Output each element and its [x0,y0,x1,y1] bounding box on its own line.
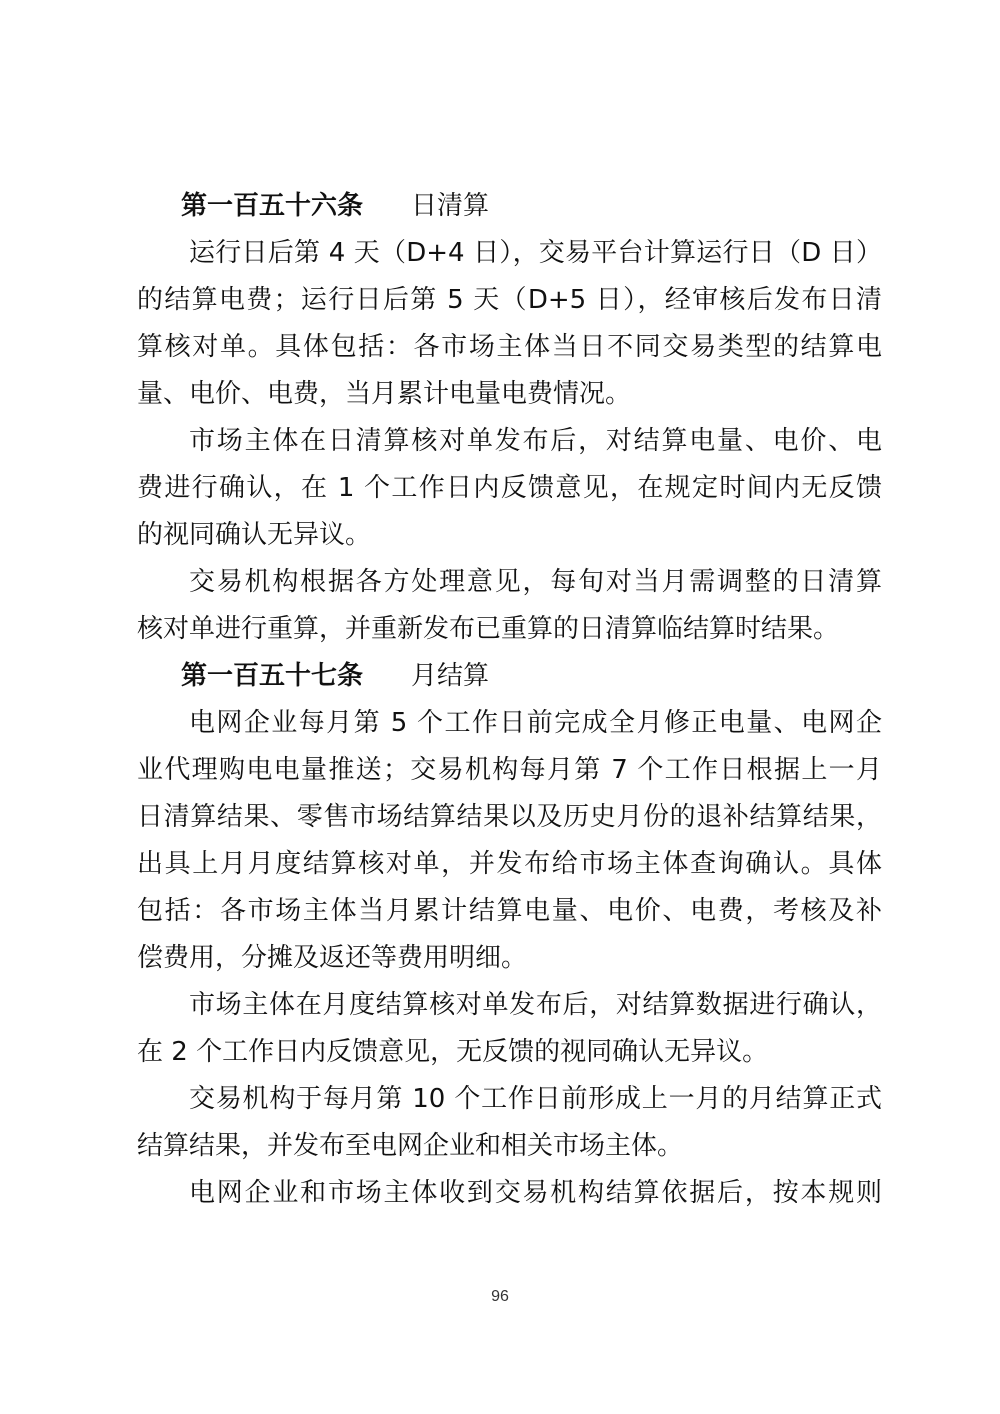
article-number: 第一百五十六条 [181,191,364,221]
text-line: 电网企业和市场主体收到交易机构结算依据后，按本规则 [189,1178,882,1208]
paragraph [137,982,882,1076]
text-line: 的视同确认无异议。 [137,520,372,550]
article-157-heading [137,653,882,700]
text-line: 在 2 个工作日内反馈意见，无反馈的视同确认无异议。 [137,1037,769,1067]
paragraph [137,418,882,559]
text-line: 运行日后第 4 天（D+4 日），交易平台计算运行日（D 日） [189,238,882,268]
paragraph [137,559,882,653]
paragraph [137,700,882,982]
text-line: 偿费用，分摊及返还等费用明细。 [137,943,528,973]
text-line: 日清算结果、零售市场结算结果以及历史月份的退补结算结果， [137,802,882,832]
text-line: 结算结果，并发布至电网企业和相关市场主体。 [137,1131,684,1161]
text-line: 费进行确认，在 1 个工作日内反馈意见，在规定时间内无反馈 [137,473,882,503]
article-title: 月结算 [411,661,490,691]
text-line: 交易机构根据各方处理意见，每旬对当月需调整的日清算 [189,567,882,597]
text-line: 算核对单。具体包括：各市场主体当日不同交易类型的结算电 [137,332,882,362]
text-line: 业代理购电电量推送；交易机构每月第 7 个工作日根据上一月 [137,755,882,785]
text-line: 交易机构于每月第 10 个工作日前形成上一月的月结算正式 [189,1084,882,1114]
paragraph [137,1076,882,1170]
text-line: 出具上月月度结算核对单，并发布给市场主体查询确认。具体 [137,849,882,879]
paragraph [137,1170,882,1217]
text-line: 市场主体在月度结算核对单发布后，对结算数据进行确认， [189,990,882,1020]
text-line: 的结算电费；运行日后第 5 天（D+5 日），经审核后发布日清 [137,285,882,315]
article-156-heading [137,183,882,230]
text-line: 电网企业每月第 5 个工作日前完成全月修正电量、电网企 [189,708,882,738]
document-body [137,183,882,1217]
paragraph [137,230,882,418]
text-line: 市场主体在日清算核对单发布后，对结算电量、电价、电 [189,426,882,456]
article-title: 日清算 [411,191,490,221]
article-number: 第一百五十七条 [181,661,364,691]
text-line: 核对单进行重算，并重新发布已重算的日清算临结算时结果。 [137,614,840,644]
text-line: 量、电价、电费，当月累计电量电费情况。 [137,379,632,409]
text-line: 包括：各市场主体当月累计结算电量、电价、电费，考核及补 [137,896,882,926]
page-number: 96 [491,1288,509,1305]
